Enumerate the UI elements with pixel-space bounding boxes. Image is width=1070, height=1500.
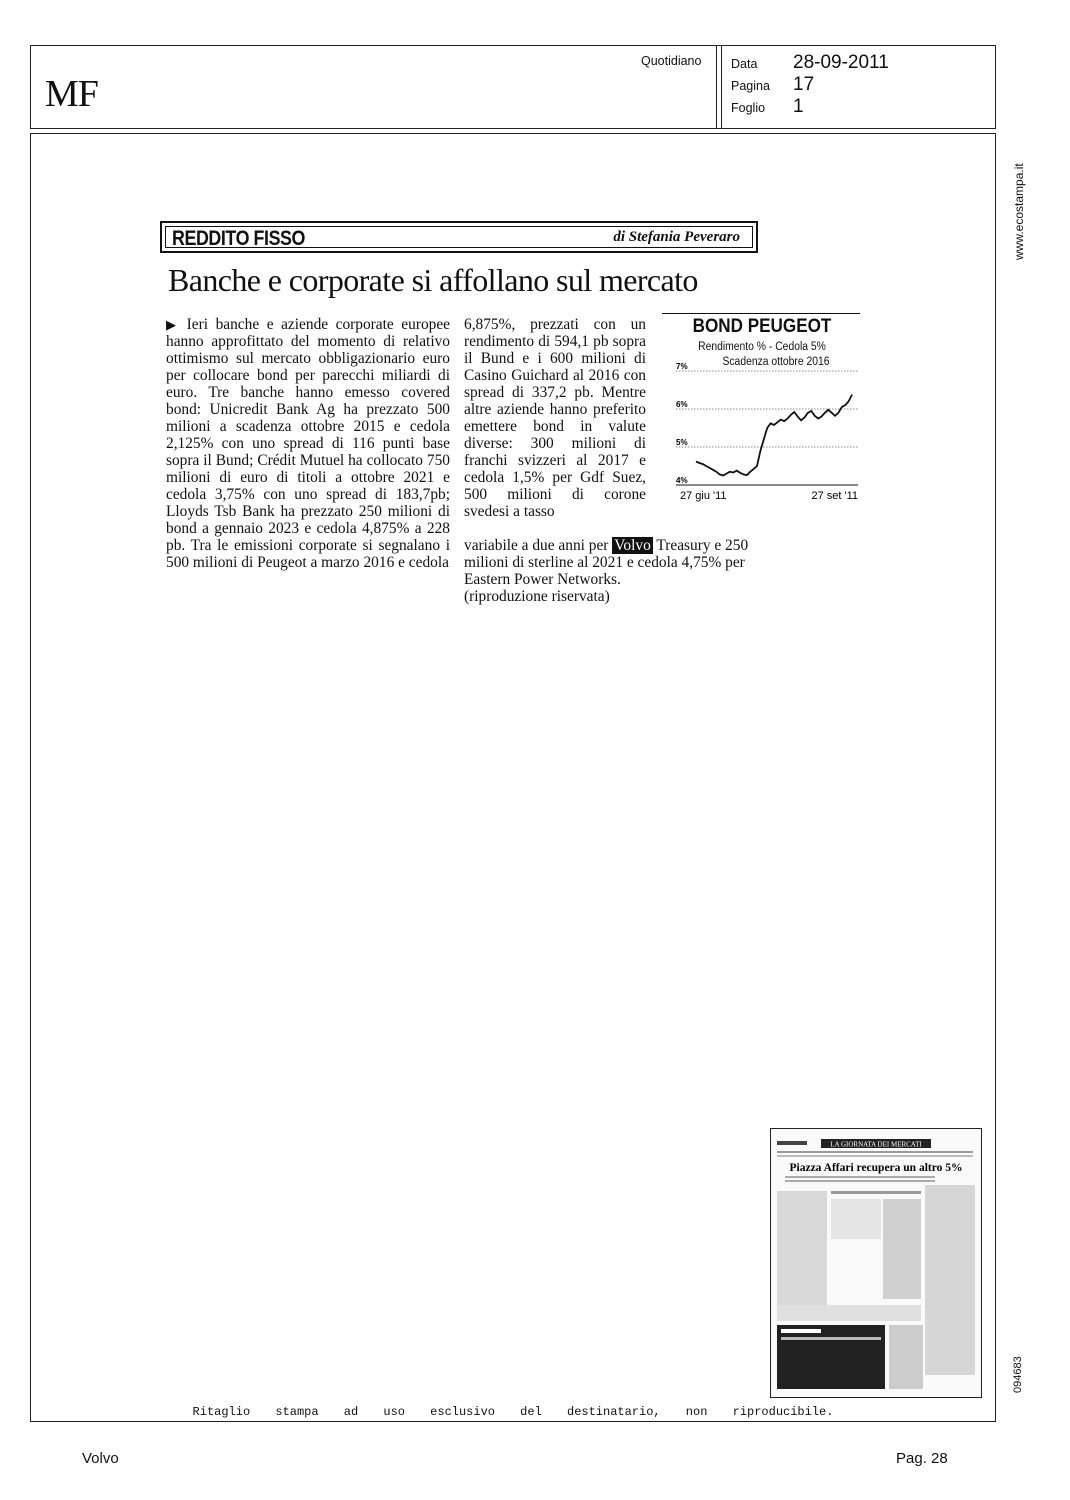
y-tick-label: 5% bbox=[676, 438, 688, 447]
article-author: di Stefania Peveraro bbox=[613, 229, 740, 245]
thumbnail-headline: Piazza Affari recupera un altro 5% bbox=[789, 1162, 963, 1174]
thumbnail-graphic bbox=[771, 1129, 981, 1397]
page-number: Pag. 28 bbox=[896, 1450, 948, 1467]
side-id bbox=[996, 1335, 1024, 1395]
rubric-box bbox=[160, 221, 758, 253]
chart-subtitle-2: Scadenza ottobre 2016 bbox=[722, 356, 830, 368]
publication-logo: MF bbox=[45, 73, 98, 115]
meta-row-date bbox=[731, 52, 889, 74]
meta-row-page bbox=[731, 74, 889, 96]
column-3-text-cont: Treasury e 250 milioni di sterline al 2021 e cedola 4,75% per Eastern Power Networks. bbox=[464, 537, 749, 588]
meta-label: Pagina bbox=[731, 79, 770, 93]
article-column-2: 6,875%, prezzati con un rendimento di 594,1 pb sopra il Bund e i 600 milioni di Casino Guichard al 2016 con spread di 337,2 pb. Mentre altre aziende hanno preferito emettere bond in valute diverse: 300 milioni di franchi svizzeri al 2017 e cedola 1,5% per Gdf Suez, 500 milioni di corone svedesi a tasso bbox=[464, 316, 646, 520]
meta-value: 1 bbox=[793, 96, 804, 117]
meta-row-sheet bbox=[731, 96, 889, 118]
rubric-title: REDDITO FISSO bbox=[172, 227, 305, 250]
thumbnail-masthead: LA GIORNATA DEI MERCATI bbox=[830, 1140, 922, 1149]
side-url-text: www.ecostampa.it bbox=[1012, 163, 1026, 260]
header-meta bbox=[731, 52, 889, 118]
header-divider bbox=[721, 46, 722, 128]
article-column-3 bbox=[464, 537, 752, 605]
bullet-arrow-icon: ▶ bbox=[166, 317, 187, 332]
meta-label: Foglio bbox=[731, 101, 766, 115]
header-divider bbox=[716, 46, 717, 128]
column-3-text: variabile a due anni per bbox=[464, 537, 609, 554]
reproduction-notice: Ritaglio stampa ad uso esclusivo del destinatario, non riproducibile. bbox=[192, 1405, 834, 1419]
bond-chart bbox=[662, 313, 862, 513]
side-id-text: 094683 bbox=[1012, 1356, 1024, 1393]
x-tick-label: 27 giu '11 bbox=[680, 490, 727, 502]
meta-label: Data bbox=[731, 57, 758, 71]
y-tick-label: 4% bbox=[676, 476, 688, 485]
chart-title: BOND PEUGEOT bbox=[692, 316, 832, 337]
header-box bbox=[30, 45, 996, 129]
column-1-text: Ieri banche e aziende corporate europee hanno approfittato del momento di relativo ottimismo sul mercato obbligazionario euro per collocare bond per parecchi miliardi di euro. Tre banche hanno emesso covered bond: Unicredit Bank Ag ha prezzato 500 milioni a scadenza ottobre 2015 e cedola 2,125% con uno spread di 116 punti base sopra il Bund; Crédit Mutuel ha collocato 750 milioni di euro di titoli a ottobre 2021 e cedola 3,75% con uno spread di 183,7pb; Lloyds Tsb Bank ha prezzato 250 milioni di bond a gennaio 2023 e cedola 4,875% a 228 pb. Tra le emissioni corporate si segnalano i 500 milioni di Peugeot a marzo 2016 e cedola bbox=[166, 316, 451, 571]
y-tick-label: 7% bbox=[676, 362, 688, 371]
side-url bbox=[996, 140, 1026, 260]
article-column-1 bbox=[166, 316, 450, 571]
series-line bbox=[696, 395, 852, 476]
publication-type: Quotidiano bbox=[641, 54, 702, 68]
meta-value: 28-09-2011 bbox=[793, 52, 889, 73]
client-name: Volvo bbox=[82, 1450, 119, 1467]
meta-value: 17 bbox=[793, 74, 815, 95]
x-tick-label: 27 set '11 bbox=[811, 490, 858, 502]
chart-subtitle: Rendimento % - Cedola 5% bbox=[698, 341, 826, 353]
article-headline: Banche e corporate si affollano sul mercato bbox=[168, 262, 698, 298]
page-thumbnail bbox=[770, 1128, 982, 1398]
highlighted-keyword: Volvo bbox=[614, 537, 651, 554]
copyright-note: (riproduzione riservata) bbox=[464, 588, 610, 605]
y-tick-label: 6% bbox=[676, 400, 688, 409]
